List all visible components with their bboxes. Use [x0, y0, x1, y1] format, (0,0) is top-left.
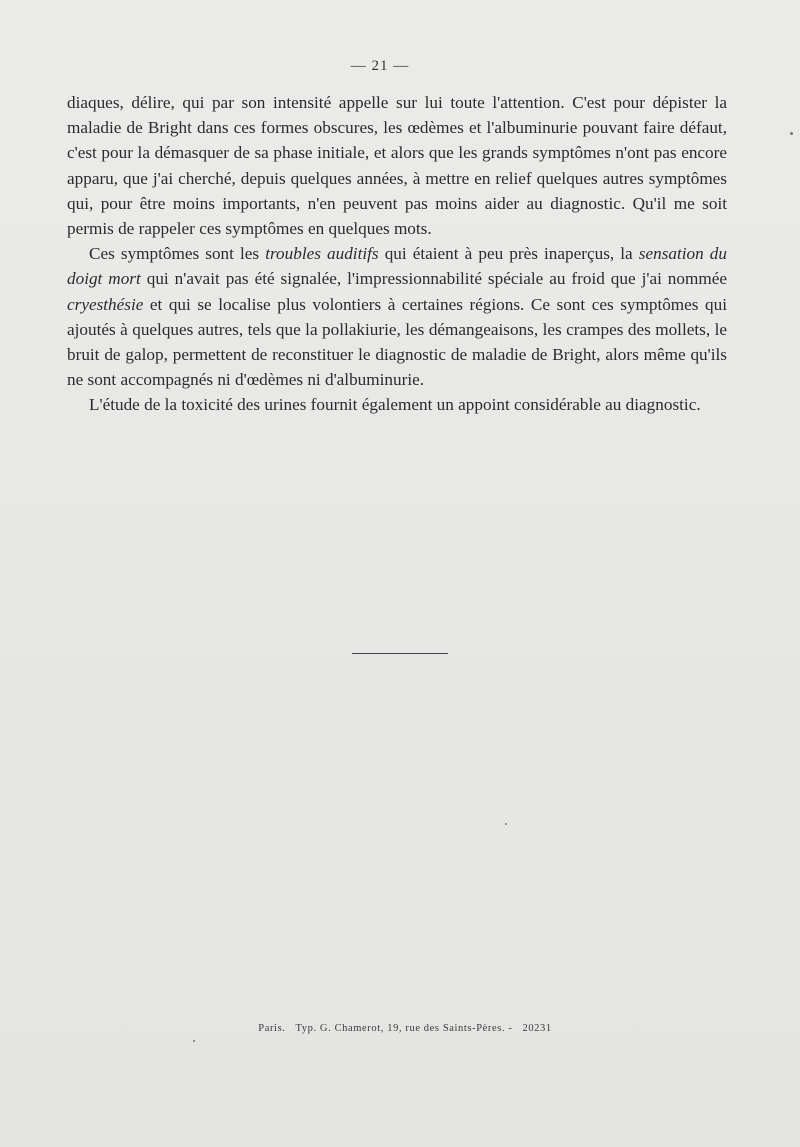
- paragraph-2: [67, 241, 727, 392]
- paragraph-2-text-b: qui étaient à peu près inaperçus, la: [378, 244, 639, 264]
- page-number: — 21 —: [350, 58, 410, 74]
- printer-imprint: [0, 1023, 800, 1034]
- paper-speck: [193, 1040, 195, 1042]
- paper-speck: [790, 132, 793, 135]
- printer-code: 20231: [522, 1023, 552, 1034]
- section-divider: [352, 653, 448, 654]
- paragraph-3-text: L'étude de la toxicité des urines fournit également un appoint considérable au diagnostic.: [89, 395, 701, 415]
- paper-speck: [505, 823, 507, 825]
- paragraph-2-text-a: Ces symptômes sont les: [89, 244, 266, 264]
- paragraph-2-text-d: et qui se localise plus volontiers à certaines régions. Ce sont ces symptômes qui ajoutés à quelques autres, tels que la pollakiurie, les démangeaisons, les crampes des mollets, le bruit de galop, permettent de reconstituer le diagnostic de maladie de Bright, alors même qu'ils ne sont accompagnés ni d'œdèmes ni d'albuminurie.: [67, 294, 727, 390]
- paragraph-3: [67, 392, 727, 417]
- printer-name: Typ. G. Chamerot, 19, rue des Saints-Pères. -: [295, 1023, 513, 1034]
- paragraph-2-text-c: qui n'avait pas été signalée, l'impressionnabilité spéciale au froid que j'ai nommée: [140, 269, 727, 289]
- paragraph-1: [67, 90, 727, 241]
- term-cryesthesie: cryesthésie: [67, 294, 144, 314]
- paragraph-1-text: diaques, délire, qui par son intensité appelle sur lui toute l'attention. C'est pour dépister la maladie de Bright dans ces formes obscures, les œdèmes et l'albuminurie pouvant faire défaut, c'est pour la démasquer de sa phase initiale, et alors que les grands symptômes n'ont pas encore apparu, que j'ai cherché, depuis quelques années, à mettre en relief quelques autres symptômes qui, pour être moins importants, n'en peuvent pas moins aider au diagnostic. Qu'il me soit permis de rappeler ces symptômes en quelques mots.: [67, 93, 727, 239]
- term-troubles-auditifs: troubles auditifs: [265, 244, 379, 264]
- term-sensation-doigt-mort: sensation du doigt mort: [67, 244, 727, 289]
- printer-city: Paris.: [258, 1023, 286, 1034]
- body-text: [67, 90, 727, 418]
